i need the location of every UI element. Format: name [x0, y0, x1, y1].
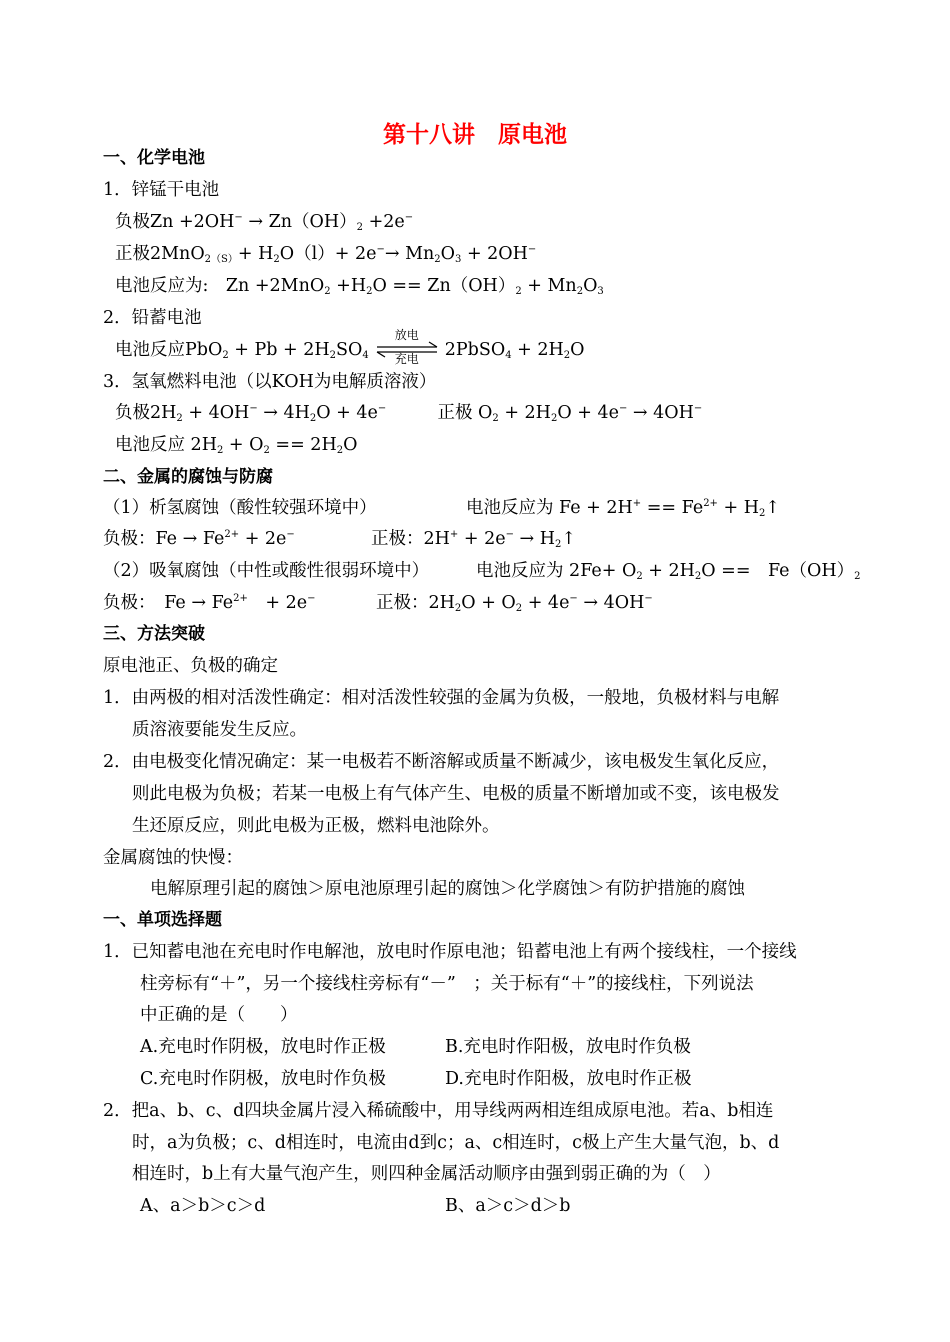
question-2-line-2: 时，a为负极；c、d相连时，电流由d到c；a、c相连时，c极上产生大量气泡，b、d	[132, 1133, 780, 1153]
electrode-determination-intro: 原电池正、负极的确定	[103, 656, 278, 676]
method-1-line-1: 1．由两极的相对活泼性确定：相对活泼性较强的金属为负极，一般地，负极材料与电解	[103, 688, 780, 708]
question-2-option-b: B、a＞c＞d＞b	[445, 1196, 571, 1216]
method-1-line-2: 质溶液要能发生反应。	[132, 720, 307, 740]
section-heading-corrosion: 二、金属的腐蚀与防腐	[103, 467, 273, 487]
item-hydrogen-fuel-cell: 3．氢氧燃料电池（以KOH为电解质溶液）	[103, 372, 437, 392]
zn-positive-equation: 正极$2MnO_{2(S)}+ H_2O(l)+ 2e^-\to Mn_2O_3 + 2OH^-$	[115, 244, 537, 265]
method-2-line-3: 生还原反应，则此电极为正极，燃料电池除外。	[132, 816, 500, 836]
zn-negative-equation: 负极$Zn +2OH^- \to Zn(OH)_2 +2e^-$	[115, 212, 414, 233]
question-1-line-1: 1．已知蓄电池在充电时作电解池，放电时作原电池；铅蓄电池上有两个接线柱，一个接线	[103, 942, 797, 962]
h2-cell-equation: 电池反应 $2H_2 + O_2 == 2H_2O$	[115, 435, 358, 456]
question-2-line-3: 相连时，b上有大量气泡产生，则四种金属活动顺序由强到弱正确的为（ ）	[132, 1164, 721, 1184]
hydrogen-corrosion-reaction: 电池反应为 $Fe + 2H^+ == Fe^{2+}$ + $H_2↑$	[466, 498, 781, 519]
oxygen-corrosion-line: （2）吸氧腐蚀（中性或酸性很弱环境中）	[103, 561, 430, 581]
question-1-line-2: 柱旁标有“＋”，另一个接线柱旁标有“－” ；关于标有“＋”的接线柱，下列说法	[140, 974, 754, 994]
question-1-option-a: A.充电时作阴极，放电时作正极	[140, 1037, 386, 1057]
page-title: 第十八讲 原电池	[383, 122, 567, 148]
question-2-line-1: 2．把a、b、c、d四块金属片浸入稀硫酸中，用导线两两相连组成原电池。若a、b相连	[103, 1101, 774, 1121]
method-2-line-2: 则此电极为负极；若某一电极上有气体产生、电极的质量不断增加或不变，该电极发	[132, 784, 780, 804]
charge-label: 充电	[394, 352, 419, 366]
hydrogen-corrosion-line: （1）析氢腐蚀（酸性较强环境中）	[103, 498, 377, 518]
corrosion-speed-label: 金属腐蚀的快慢：	[103, 848, 243, 868]
section-heading-chemical-cells: 一、化学电池	[103, 148, 205, 168]
question-1-option-b: B.充电时作阳极，放电时作负极	[445, 1037, 691, 1057]
section-heading-single-choice: 一、单项选择题	[103, 910, 222, 930]
hydrogen-corrosion-positive: 正极：$2H^+ + 2e^- \to H_2↑$	[371, 529, 577, 550]
item-zinc-manganese: 1．锌锰干电池	[103, 180, 220, 200]
lead-cell-equation: 电池反应$PbO_2 + Pb + 2H_2SO_4$ 放电 充电 2PbSO$_4$ + $2H_2O$	[115, 328, 585, 366]
zn-cell-equation: 电池反应为: $Zn +2MnO_2 +H_2O == Zn(OH)_2 + Mn_2O_3$	[115, 276, 604, 297]
oxygen-corrosion-positive: 正极：$2H_2O + O_2 + 4e^- \to 4OH^-$	[376, 593, 653, 614]
oxygen-corrosion-reaction: 电池反应为 $2Fe+ O_2 + 2H_2O$ == $Fe(OH)_2$	[476, 561, 861, 582]
corrosion-speed-order: 电解原理引起的腐蚀＞原电池原理引起的腐蚀＞化学腐蚀＞有防护措施的腐蚀	[150, 879, 745, 899]
question-1-line-3: 中正确的是（ ）	[140, 1005, 298, 1025]
h2-electrode-equations: 负极$2H_2 + 4OH^- \to 4H_2O + 4e^-$ 正极 $O_2 + 2H_2O + 4e^- \to 4OH^-$	[115, 403, 703, 424]
item-lead-acid: 2．铅蓄电池	[103, 308, 202, 328]
question-2-option-a: A、a＞b＞c＞d	[140, 1196, 266, 1216]
hydrogen-corrosion-negative: 负极：$Fe \to Fe^{2+} + 2e^-$	[103, 529, 295, 549]
oxygen-corrosion-negative: 负极： $Fe \to Fe^{2+}$ + 2e−	[103, 593, 316, 613]
reversible-arrow-icon	[375, 328, 439, 366]
question-1-option-c: C.充电时作阴极，放电时作负极	[140, 1069, 386, 1089]
discharge-label: 放电	[394, 328, 419, 342]
method-2-line-1: 2．由电极变化情况确定：某一电极若不断溶解或质量不断减少，该电极发生氧化反应，	[103, 752, 780, 772]
question-1-option-d: D.充电时作阳极，放电时作正极	[445, 1069, 692, 1089]
section-heading-methods: 三、方法突破	[103, 624, 205, 644]
